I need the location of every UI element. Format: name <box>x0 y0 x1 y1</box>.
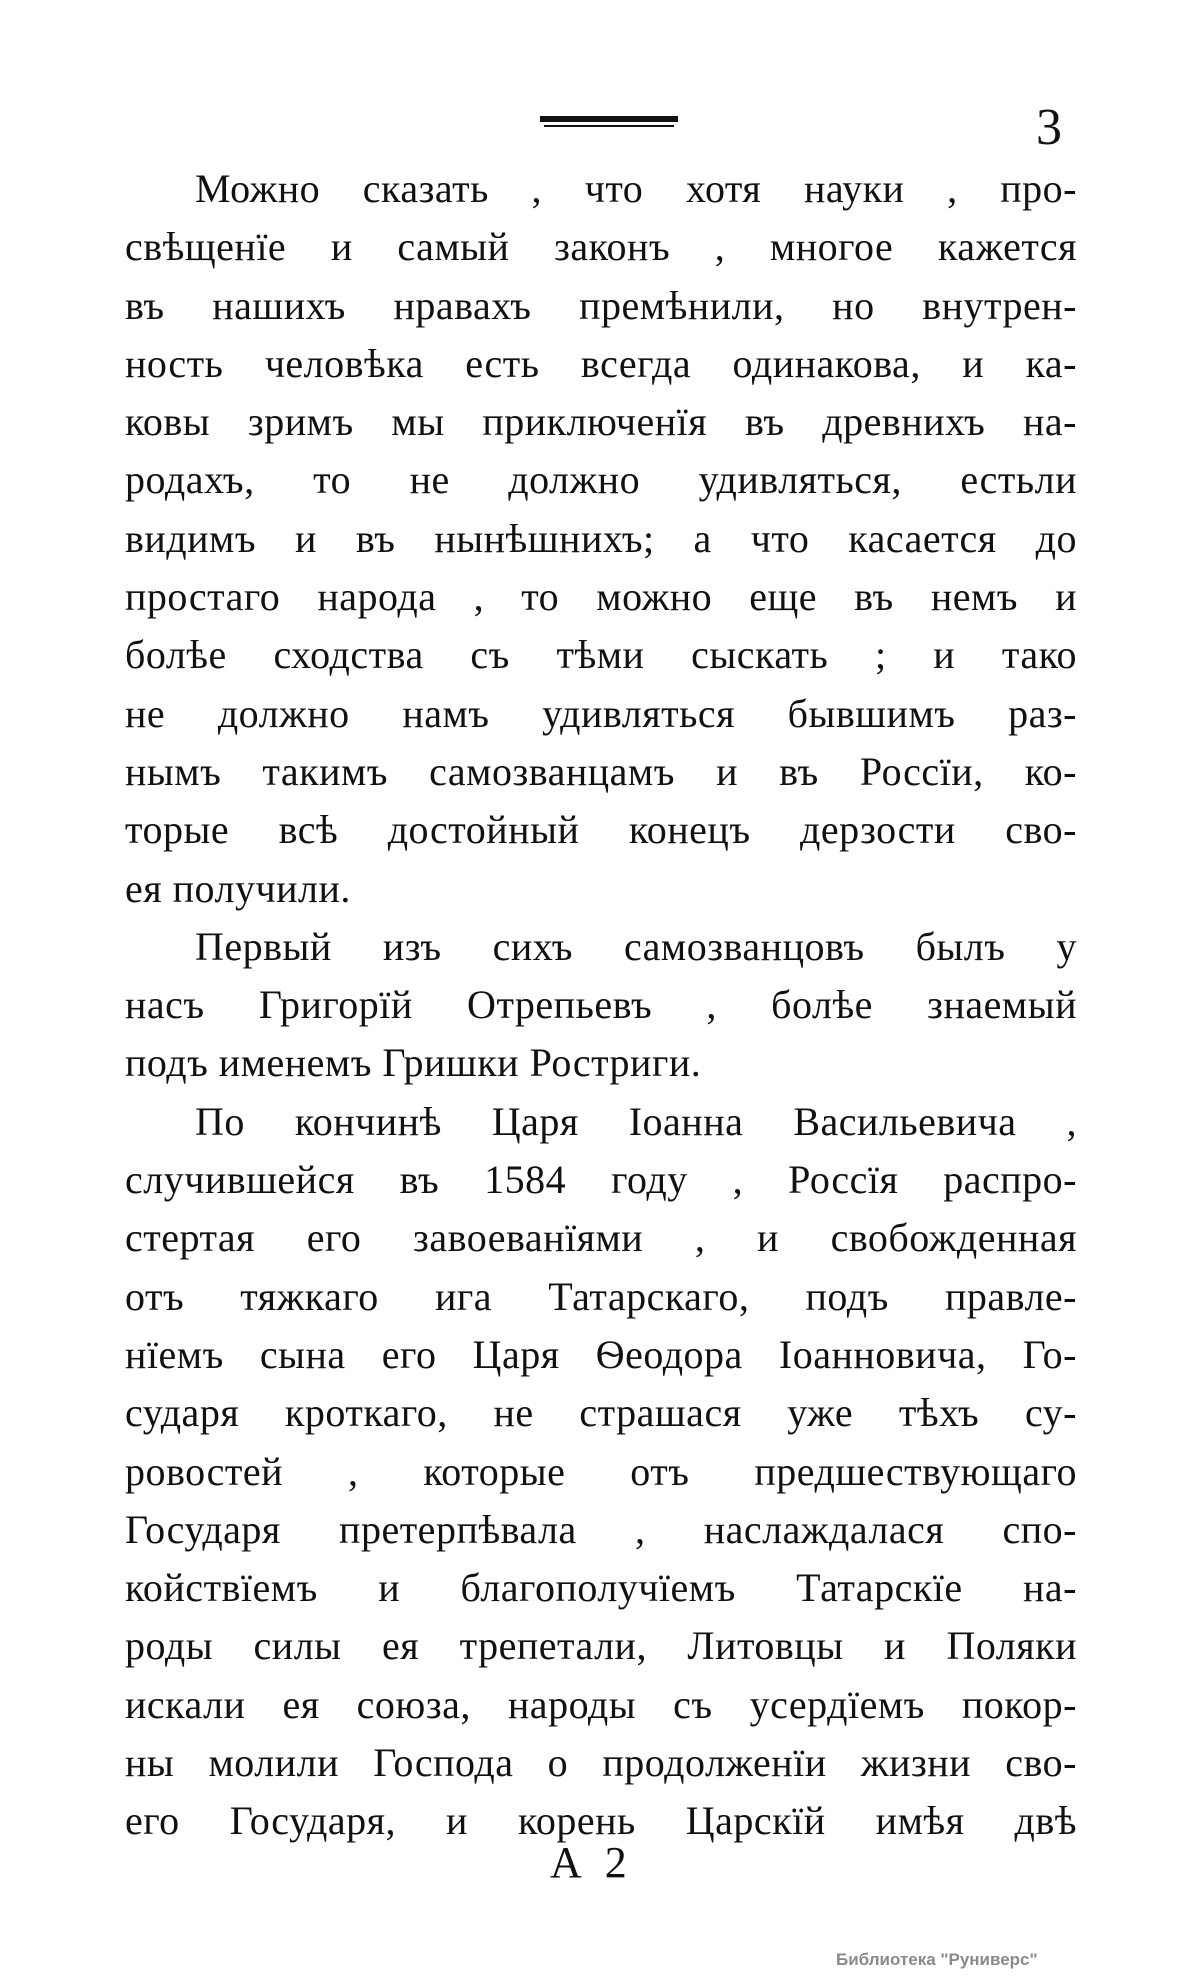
header-rule-thick <box>540 116 678 122</box>
text-line: ковы зримъ мы приключенїя въ древнихъ на- <box>125 399 1077 445</box>
text-line: простаго народа , то можно еще въ немъ и <box>125 574 1077 620</box>
text-line: его Государя, и корень Царскїй имѣя двѣ <box>125 1798 1077 1844</box>
text-line: ны молили Господа о продолженїи жизни сво- <box>125 1740 1077 1786</box>
signature-mark: А 2 <box>550 1838 633 1887</box>
text-line: подъ именемъ Гришки Ростриги. <box>125 1040 702 1086</box>
text-line: родахъ, то не должно удивляться, естьли <box>125 457 1077 503</box>
header-rule-thin <box>544 125 674 127</box>
text-line: стертая его завоеванїями , и свобожденная <box>125 1215 1077 1261</box>
text-line: нїемъ сына его Царя Ѳеодора Іоанновича, Го- <box>125 1331 1077 1377</box>
text-line: ность человѣка есть всегда одинакова, и ка- <box>125 340 1077 386</box>
text-line: искали ея союза, народы съ усердїемъ покор- <box>125 1681 1077 1727</box>
text-line: нымъ такимъ самозванцамъ и въ Россїи, ко- <box>125 748 1077 794</box>
text-line: видимъ и въ нынѣшнихъ; а что касается до <box>125 515 1077 561</box>
text-line: не должно намъ удивляться бывшимъ раз- <box>125 690 1077 736</box>
text-line: По кончинѣ Царя Іоанна Васильевича , <box>195 1098 1077 1144</box>
text-line: случившейся въ 1584 году , Россїя распро- <box>125 1157 1077 1203</box>
text-line: насъ Григорїй Отрепьевъ , болѣе знаемый <box>125 982 1077 1028</box>
text-line: болѣе сходства съ тѣми сыскать ; и тако <box>125 632 1077 678</box>
text-line: свѣщенїе и самый законъ , многое кажется <box>125 224 1077 270</box>
text-line: ровостей , которые отъ предшествующаго <box>125 1448 1077 1494</box>
library-watermark: Библиотека "Руниверс" <box>836 1950 1038 1969</box>
text-line: Можно сказать , что хотя науки , про- <box>195 166 1077 211</box>
text-line: торые всѣ достойный конецъ дерзости сво- <box>125 807 1077 853</box>
header-rule <box>540 114 678 128</box>
text-line: ея получили. <box>125 865 351 911</box>
text-line: Первый изъ сихъ самозванцовъ былъ у <box>195 923 1077 969</box>
text-line: отъ тяжкаго ига Татарскаго, подъ правле- <box>125 1273 1077 1319</box>
text-line: въ нашихъ нравахъ премѣнили, но внутрен- <box>125 282 1077 328</box>
page-number: 3 <box>1036 99 1062 156</box>
text-line: Государя претерпѣвала , наслаждалася спо- <box>125 1506 1077 1552</box>
text-line: койствїемъ и благополучїемъ Татарскїе на- <box>125 1565 1077 1611</box>
body-text <box>125 160 1077 1851</box>
text-line: роды силы ея трепетали, Литовцы и Поляки <box>125 1623 1077 1669</box>
text-line: сударя кроткаго, не страшася уже тѣхъ су- <box>125 1390 1077 1436</box>
